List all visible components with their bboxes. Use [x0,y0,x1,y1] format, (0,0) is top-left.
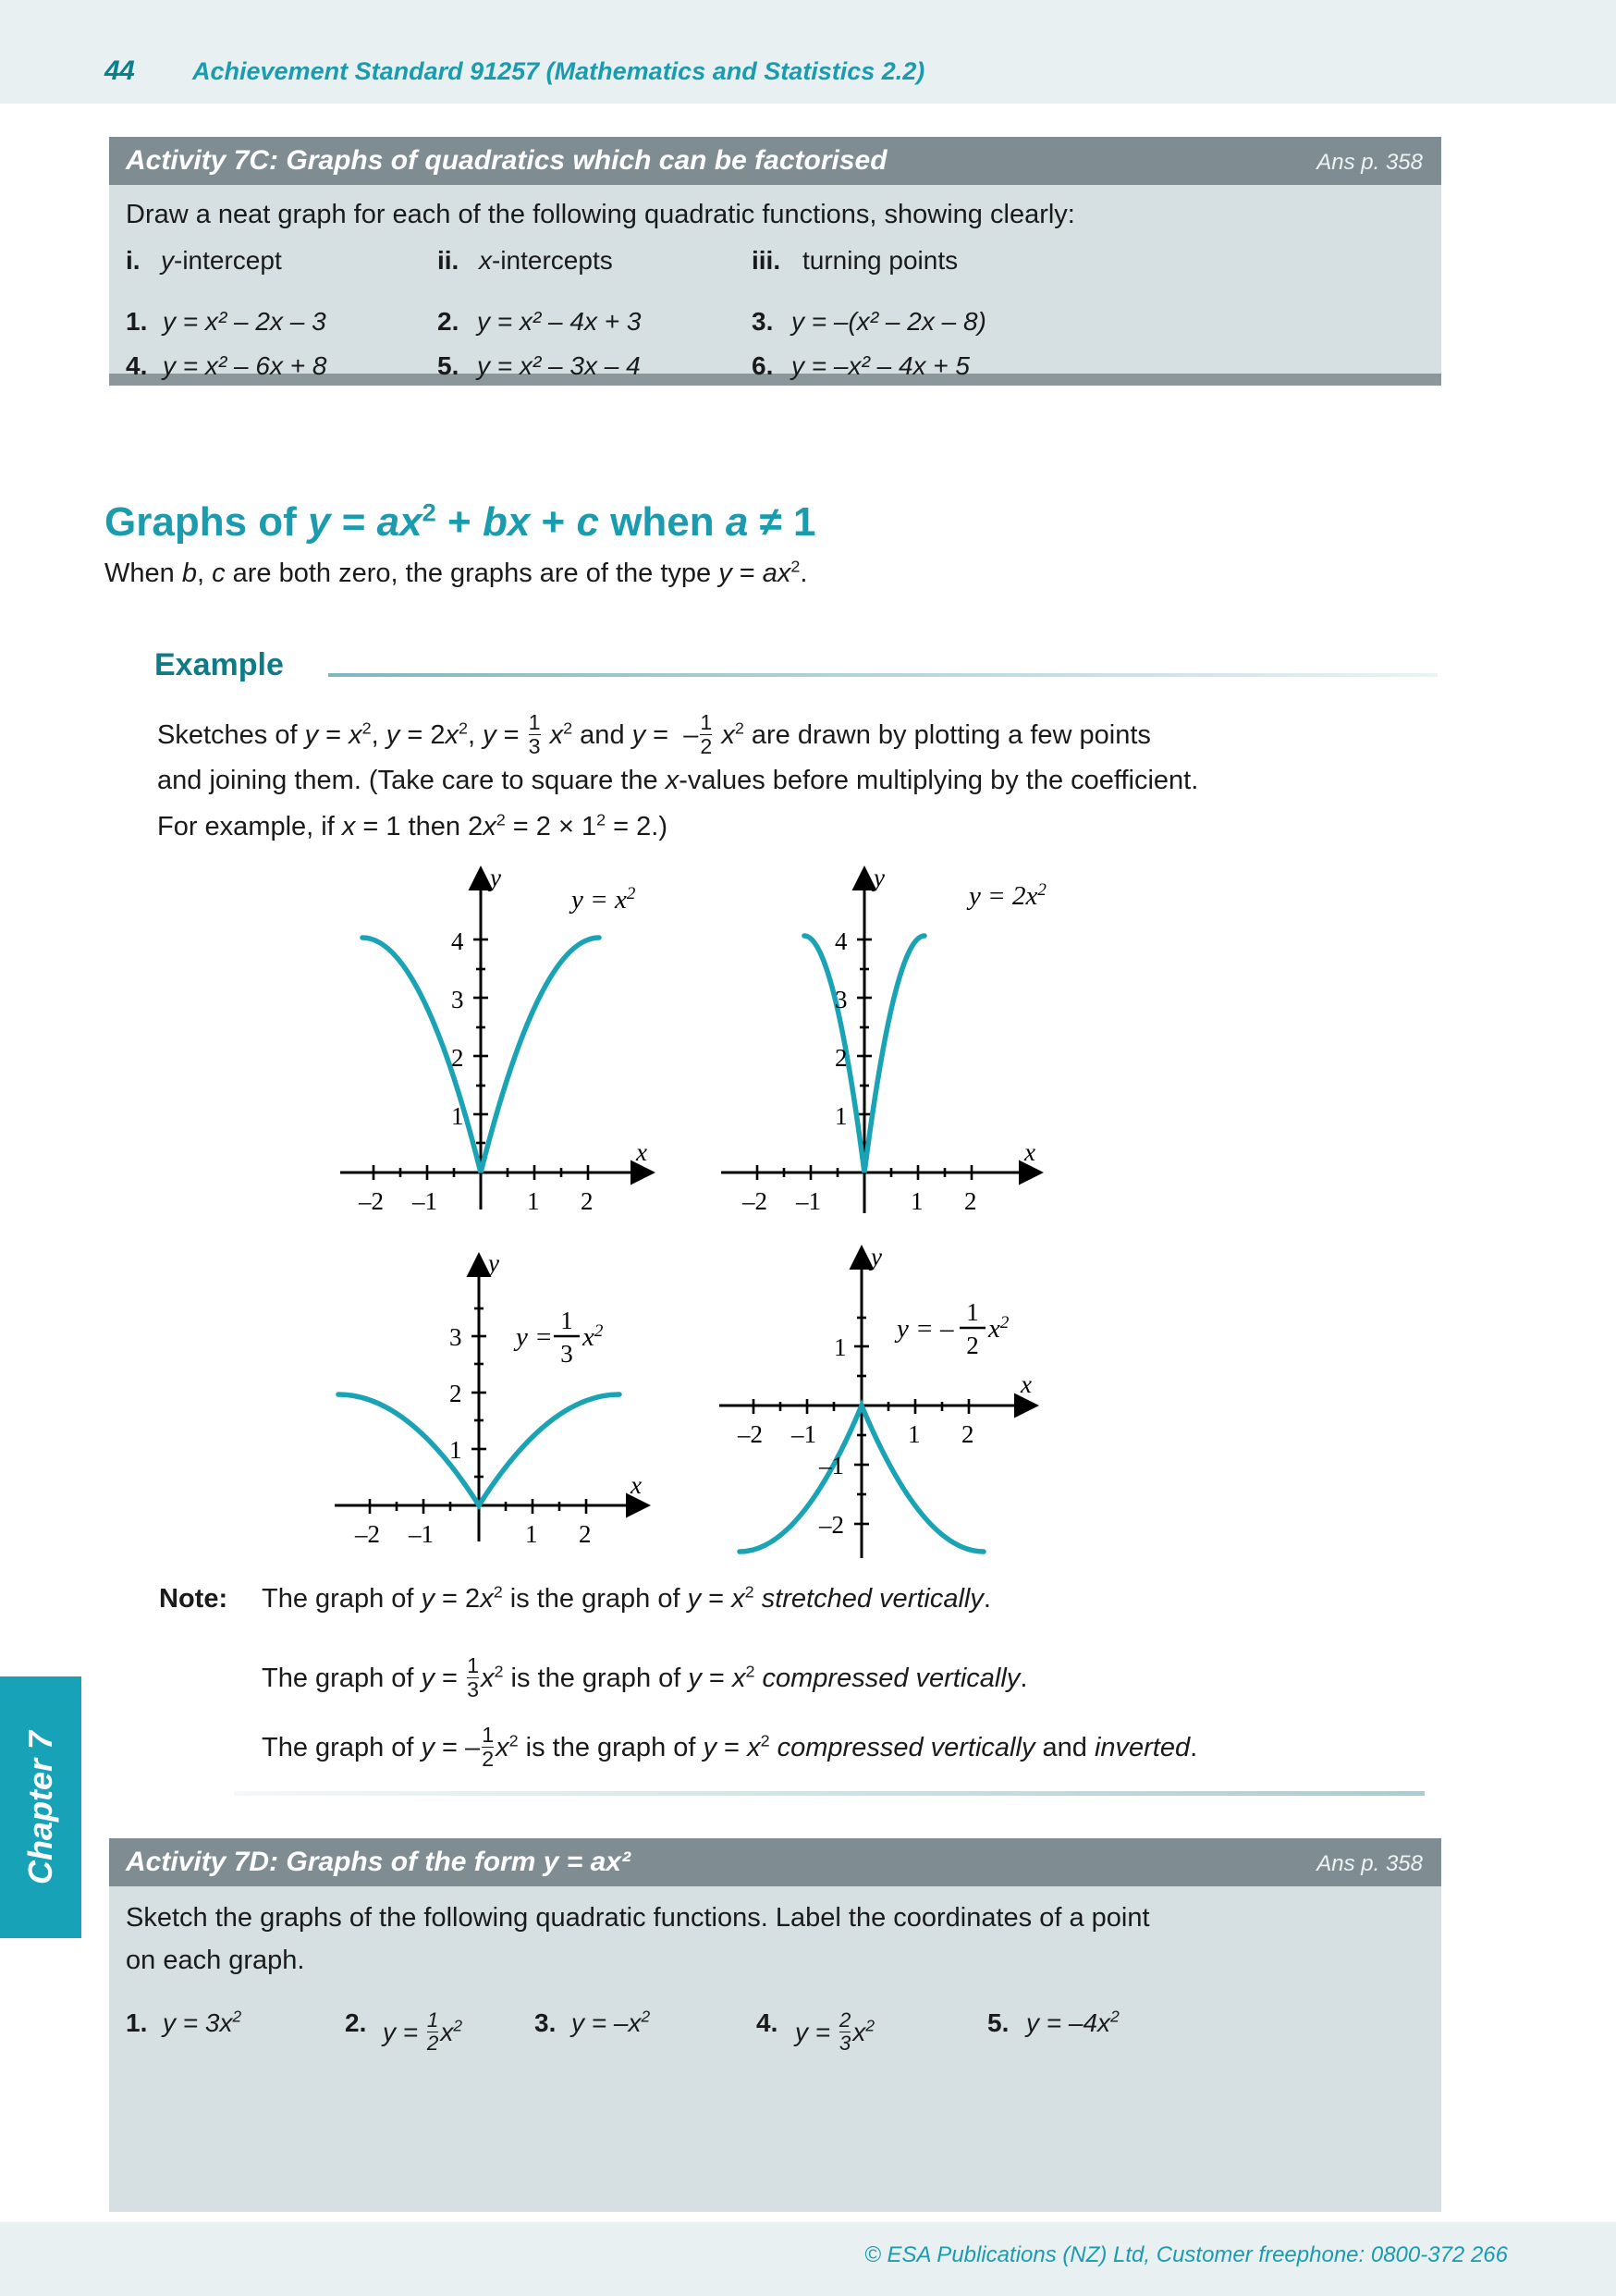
activity-7d-box [109,1838,1441,2212]
chart-y-equals-one-third-x-squared [305,1244,703,1586]
chart3-x-axis-label: x [630,1471,642,1499]
chart3-curve-label [513,1307,604,1368]
activity-7c-instruction: Draw a neat graph for each of the following quadratic functions, showing clearly: [126,200,1075,229]
svg-text:1: 1 [525,1520,538,1548]
q7d-num-3: 3. [534,2008,557,2037]
q7d-eq-5: $y = -4x^2$ [1026,2007,1120,2037]
svg-text:–2: –2 [742,1187,767,1215]
footer-copyright: © ESA Publications (NZ) Ltd, Customer freephone: 0800-372 266 [864,2242,1508,2267]
section-subtext: When b, c are both zero, the graphs are of the type $y = ax^2$. [104,557,808,588]
q7c-eq-4: y = x² – 6x + 8 [163,351,327,380]
q7d-num-2: 2. [345,2008,367,2037]
svg-text:2: 2 [581,1187,594,1215]
svg-text:2: 2 [579,1520,592,1548]
example-label: Example [154,647,284,682]
example-frac2-num: 1 [700,710,713,734]
q7d-eq-4: y = $\frac{2}{3}$ $x^2$ [795,2008,875,2055]
svg-text:1: 1 [527,1187,540,1215]
q7c-num-2: 2. [437,307,459,336]
chart-y-equals-minus-half-x-squared [703,1239,1100,1590]
chart4-curve-label [894,1298,1010,1359]
svg-text:1: 1 [835,1102,848,1130]
clue-label-i: y-intercept [161,246,282,275]
q7c-eq-3: y = –(x² – 2x – 8) [791,307,986,336]
clue-label-ii: x-intercepts [479,246,613,275]
svg-text:3: 3 [835,986,848,1013]
example-line-1: Sketches of $y = x^2$, $y = 2x^2$, y = $\frac{1}{3}$ $x^2$ and y = – $\frac{1}{2}$ $x^2$ are drawn by plotting a few points [157,710,1151,758]
note2-frac-num: 1 [467,1653,479,1677]
q7c-num-6: 6. [752,351,774,380]
chart-y-equals-2x-squared [703,851,1091,1221]
svg-text:2: 2 [966,1332,979,1359]
chart2-curve-label: $y = 2x^2$ [969,880,1047,911]
svg-text:–1: –1 [412,1187,437,1215]
note-line-1: The graph of $y = 2x^2$ is the graph of $y = x^2$ stretched vertically. [262,1582,991,1614]
svg-text:1: 1 [451,1102,464,1130]
chapter-tab-label: Chapter 7 [21,1730,59,1885]
chart1-curve-label: $y = x^2$ [571,884,636,915]
note-line-2: The graph of y = $\frac{1}{3}$ $x^2$ is the graph of $y = x^2$ compressed vertically. [262,1653,1028,1701]
svg-text:–2: –2 [738,1420,763,1448]
example-frac2-den: 2 [700,733,713,758]
chart-y-equals-x-squared [305,851,675,1221]
chart2-y-axis-label: y [874,864,885,891]
q7d-num-1: 1. [126,2008,148,2037]
svg-text:4: 4 [835,927,848,955]
example-line-2: and joining them. (Take care to square the x-values before multiplying by the coefficient. [157,766,1199,795]
svg-text:1: 1 [834,1333,847,1361]
note3-frac-num: 1 [482,1723,495,1747]
page-header-band [0,0,1616,104]
q7d2-frac-den: 2 [426,2031,439,2055]
clue-num-i: i. [126,246,141,275]
example-frac1-num: 1 [528,710,541,734]
svg-text:1: 1 [911,1187,924,1215]
svg-text:y = –: y = – [897,1314,954,1344]
q7c-num-4: 4. [126,351,148,380]
section-divider [234,1791,1425,1796]
svg-text:x2: $x^2$ [988,1313,1010,1344]
svg-text:1: 1 [560,1307,573,1334]
q7d-eq-3: $y = -x^2$ [571,2007,651,2037]
page-number: 44 [104,55,135,86]
chapter-tab [0,1676,81,1938]
svg-text:2: 2 [964,1187,977,1215]
chart4-x-axis-label: x [1021,1370,1032,1398]
svg-text:–2: –2 [359,1187,384,1215]
note2-frac-den: 3 [467,1676,479,1701]
q7d4-frac-num: 2 [839,2008,851,2032]
activity-7c-body [109,185,1441,380]
page-title: Graphs of $y = ax^2$ + bx + c when a ≠ 1 [104,497,816,545]
svg-text:–1: –1 [409,1520,434,1548]
chart4-y-axis-label: y [871,1243,882,1271]
svg-text:2: 2 [449,1380,462,1407]
q7c-num-1: 1. [126,307,148,336]
note3-frac-den: 2 [482,1746,495,1771]
svg-text:1: 1 [908,1420,921,1448]
svg-text:1: 1 [966,1298,979,1326]
example-frac1-den: 3 [528,733,541,758]
header-title: Achievement Standard 91257 (Mathematics and Statistics 2.2) [192,57,925,85]
q7d-eq-1: $y = 3x^2$ [163,2007,242,2037]
svg-text:2: 2 [835,1044,848,1072]
chart3-y-axis-label: y [488,1249,499,1277]
svg-text:1: 1 [449,1436,462,1464]
svg-text:2: 2 [961,1420,974,1448]
q7c-num-5: 5. [437,351,459,380]
svg-text:3: 3 [560,1340,573,1368]
svg-text:3: 3 [451,986,464,1013]
note-label: Note: [159,1584,228,1614]
svg-text:–1: –1 [791,1420,816,1448]
q7d-eq-2: y = $\frac{1}{2}$ $x^2$ [383,2008,463,2055]
activity-7d-instruction-line2: on each graph. [126,1946,305,1975]
svg-text:4: 4 [451,927,464,955]
svg-text:3: 3 [449,1323,462,1351]
activity-7c-box [109,137,1441,386]
chart1-x-axis-label: x [636,1138,647,1166]
activity-7d-header [109,1838,1441,1886]
q7c-num-3: 3. [752,307,774,336]
q7d-num-4: 4. [756,2008,778,2037]
activity-7c-answer-ref: Ans p. 358 [1316,150,1423,175]
svg-text:x2: $x^2$ [582,1321,604,1352]
example-line-3: For example, if x = 1 then $2x^2 = 2 \times 1^2 = 2$.) [157,810,667,841]
q7c-eq-5: y = x² – 3x – 4 [477,351,641,380]
q7d-num-5: 5. [987,2008,1010,2037]
clue-label-iii: turning points [802,246,959,275]
activity-7c-header [109,137,1441,185]
activity-7c-title: Activity 7C: Graphs of quadratics which can be factorised [126,145,888,176]
svg-text:2: 2 [451,1044,464,1072]
svg-text:y =: y = [516,1322,553,1352]
svg-text:–2: –2 [819,1511,844,1539]
chart1-y-axis-label: y [490,864,501,891]
q7d4-frac-den: 3 [839,2031,851,2055]
q7c-eq-6: y = –x² – 4x + 5 [791,351,970,380]
note-line-3: The graph of y = – $\frac{1}{2}$ $x^2$ is the graph of $y = x^2$ compressed vertically and inverted. [262,1723,1198,1771]
chart2-x-axis-label: x [1024,1138,1035,1166]
activity-7d-answer-ref: Ans p. 358 [1316,1851,1423,1876]
svg-text:–2: –2 [355,1520,380,1548]
activity-7d-body [109,1886,1441,2212]
q7d2-frac-num: 1 [426,2008,439,2032]
activity-7d-title: Activity 7D: Graphs of the form y = ax² [126,1847,630,1877]
q7c-eq-1: y = x² – 2x – 3 [163,307,326,336]
q7c-eq-2: y = x² – 4x + 3 [477,307,642,336]
activity-7d-instruction-line1: Sketch the graphs of the following quadratic functions. Label the coordinates of a point [126,1903,1150,1933]
svg-text:–1: –1 [819,1452,844,1480]
clue-num-ii: ii. [437,246,459,275]
example-divider [328,673,1438,677]
svg-text:–1: –1 [796,1187,821,1215]
clue-num-iii: iii. [752,246,781,275]
